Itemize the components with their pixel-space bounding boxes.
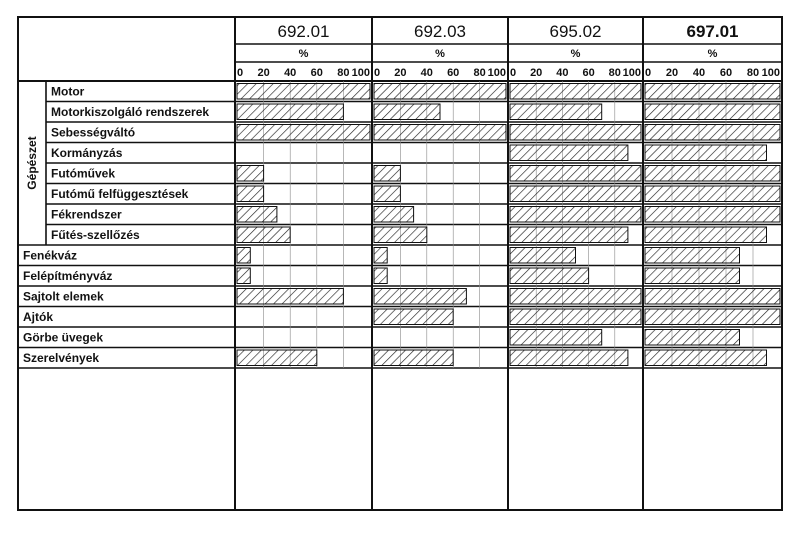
tick-label: 100: [761, 67, 780, 79]
unit-label: %: [570, 48, 581, 60]
tick-label: 20: [665, 67, 679, 79]
category-label: Motorkiszolgáló rendszerek: [51, 104, 210, 119]
category-label: Felépítményváz: [23, 268, 113, 283]
tick-label: 0: [374, 67, 381, 79]
tick-label: 80: [746, 67, 760, 79]
bar-692.03-1: [374, 84, 506, 100]
category-label: Sajtolt elemek: [23, 289, 104, 304]
category-label: Futómű felfüggesztések: [51, 186, 189, 201]
category-label: Görbe üvegek: [23, 330, 104, 345]
bar-692.03-6: [374, 186, 400, 202]
bar-695.02-8: [510, 227, 628, 243]
bar-695.02-14: [510, 350, 628, 366]
tick-label: 60: [310, 67, 323, 79]
bar-697.01-10: [645, 268, 740, 284]
bar-692.01-5: [237, 166, 264, 182]
series-header: 692.01: [277, 22, 330, 41]
bar-692.01-9: [237, 248, 250, 264]
tick-label: 80: [608, 67, 621, 79]
tick-label: 40: [284, 67, 297, 79]
category-label: Fűtés-szellőzés: [51, 227, 140, 242]
bar-692.01-11: [237, 289, 343, 305]
unit-label: %: [707, 48, 718, 60]
tick-label: 0: [237, 67, 244, 79]
tick-label: 40: [692, 67, 706, 79]
category-label: Fékrendszer: [51, 207, 122, 222]
bar-697.01-8: [645, 227, 767, 243]
category-label: Kormányzás: [51, 145, 123, 160]
bar-692.03-5: [374, 166, 400, 182]
bar-692.01-2: [237, 104, 343, 120]
bar-697.01-11: [645, 289, 780, 305]
bar-697.01-6: [645, 186, 780, 202]
bar-697.01-4: [645, 145, 767, 161]
tick-label: 40: [420, 67, 433, 79]
bar-692.01-6: [237, 186, 264, 202]
bar-697.01-9: [645, 248, 740, 264]
category-label: Motor: [51, 84, 85, 99]
category-label: Fenékváz: [23, 248, 78, 263]
tick-label: 40: [556, 67, 569, 79]
bar-695.02-12: [510, 309, 641, 325]
unit-label: %: [298, 48, 309, 60]
category-label: Sebességváltó: [51, 125, 136, 140]
bar-692.01-7: [237, 207, 277, 223]
bar-697.01-7: [645, 207, 780, 223]
tick-label: 20: [530, 67, 543, 79]
bar-695.02-5: [510, 166, 641, 182]
bar-692.01-10: [237, 268, 250, 284]
bar-697.01-1: [645, 84, 780, 100]
category-label: Futóművek: [51, 166, 116, 181]
bar-697.01-13: [645, 330, 740, 346]
series-header: 697.01: [686, 22, 739, 41]
bar-697.01-5: [645, 166, 780, 182]
bar-692.03-8: [374, 227, 427, 243]
bar-692.03-14: [374, 350, 453, 366]
tick-label: 20: [257, 67, 270, 79]
bar-692.03-7: [374, 207, 414, 223]
bar-692.03-12: [374, 309, 453, 325]
unit-label: %: [435, 48, 445, 60]
tick-label: 0: [645, 67, 652, 79]
bar-697.01-12: [645, 309, 780, 325]
bar-692.03-11: [374, 289, 466, 305]
bar-697.01-14: [645, 350, 767, 366]
bar-695.02-11: [510, 289, 641, 305]
bar-695.02-2: [510, 104, 602, 120]
bar-695.02-6: [510, 186, 641, 202]
tick-label: 60: [582, 67, 595, 79]
series-header: 692.03: [414, 22, 466, 41]
tick-label: 60: [447, 67, 460, 79]
bar-695.02-10: [510, 268, 589, 284]
category-label: Ajtók: [23, 309, 53, 324]
tick-label: 20: [394, 67, 407, 79]
tick-label: 100: [351, 67, 370, 79]
bar-692.03-2: [374, 104, 440, 120]
tick-label: 60: [719, 67, 733, 79]
bar-695.02-1: [510, 84, 641, 100]
bar-692.01-8: [237, 227, 290, 243]
bar-692.03-9: [374, 248, 387, 264]
bar-695.02-13: [510, 330, 602, 346]
bar-695.02-4: [510, 145, 628, 161]
tick-label: 80: [337, 67, 350, 79]
category-label: Szerelvények: [23, 350, 100, 365]
tick-label: 100: [622, 67, 641, 79]
bar-692.03-3: [374, 125, 506, 141]
tick-label: 80: [473, 67, 486, 79]
bar-697.01-3: [645, 125, 780, 141]
bar-692.01-3: [237, 125, 370, 141]
bar-695.02-3: [510, 125, 641, 141]
series-header: 695.02: [549, 22, 602, 41]
bar-695.02-9: [510, 248, 576, 264]
bar-692.01-1: [237, 84, 370, 100]
bar-692.01-14: [237, 350, 317, 366]
bar-695.02-7: [510, 207, 641, 223]
bar-697.01-2: [645, 104, 780, 120]
tick-label: 100: [487, 67, 506, 79]
bar-692.03-10: [374, 268, 387, 284]
group-label: Gépészet: [25, 136, 39, 190]
tick-label: 0: [510, 67, 517, 79]
